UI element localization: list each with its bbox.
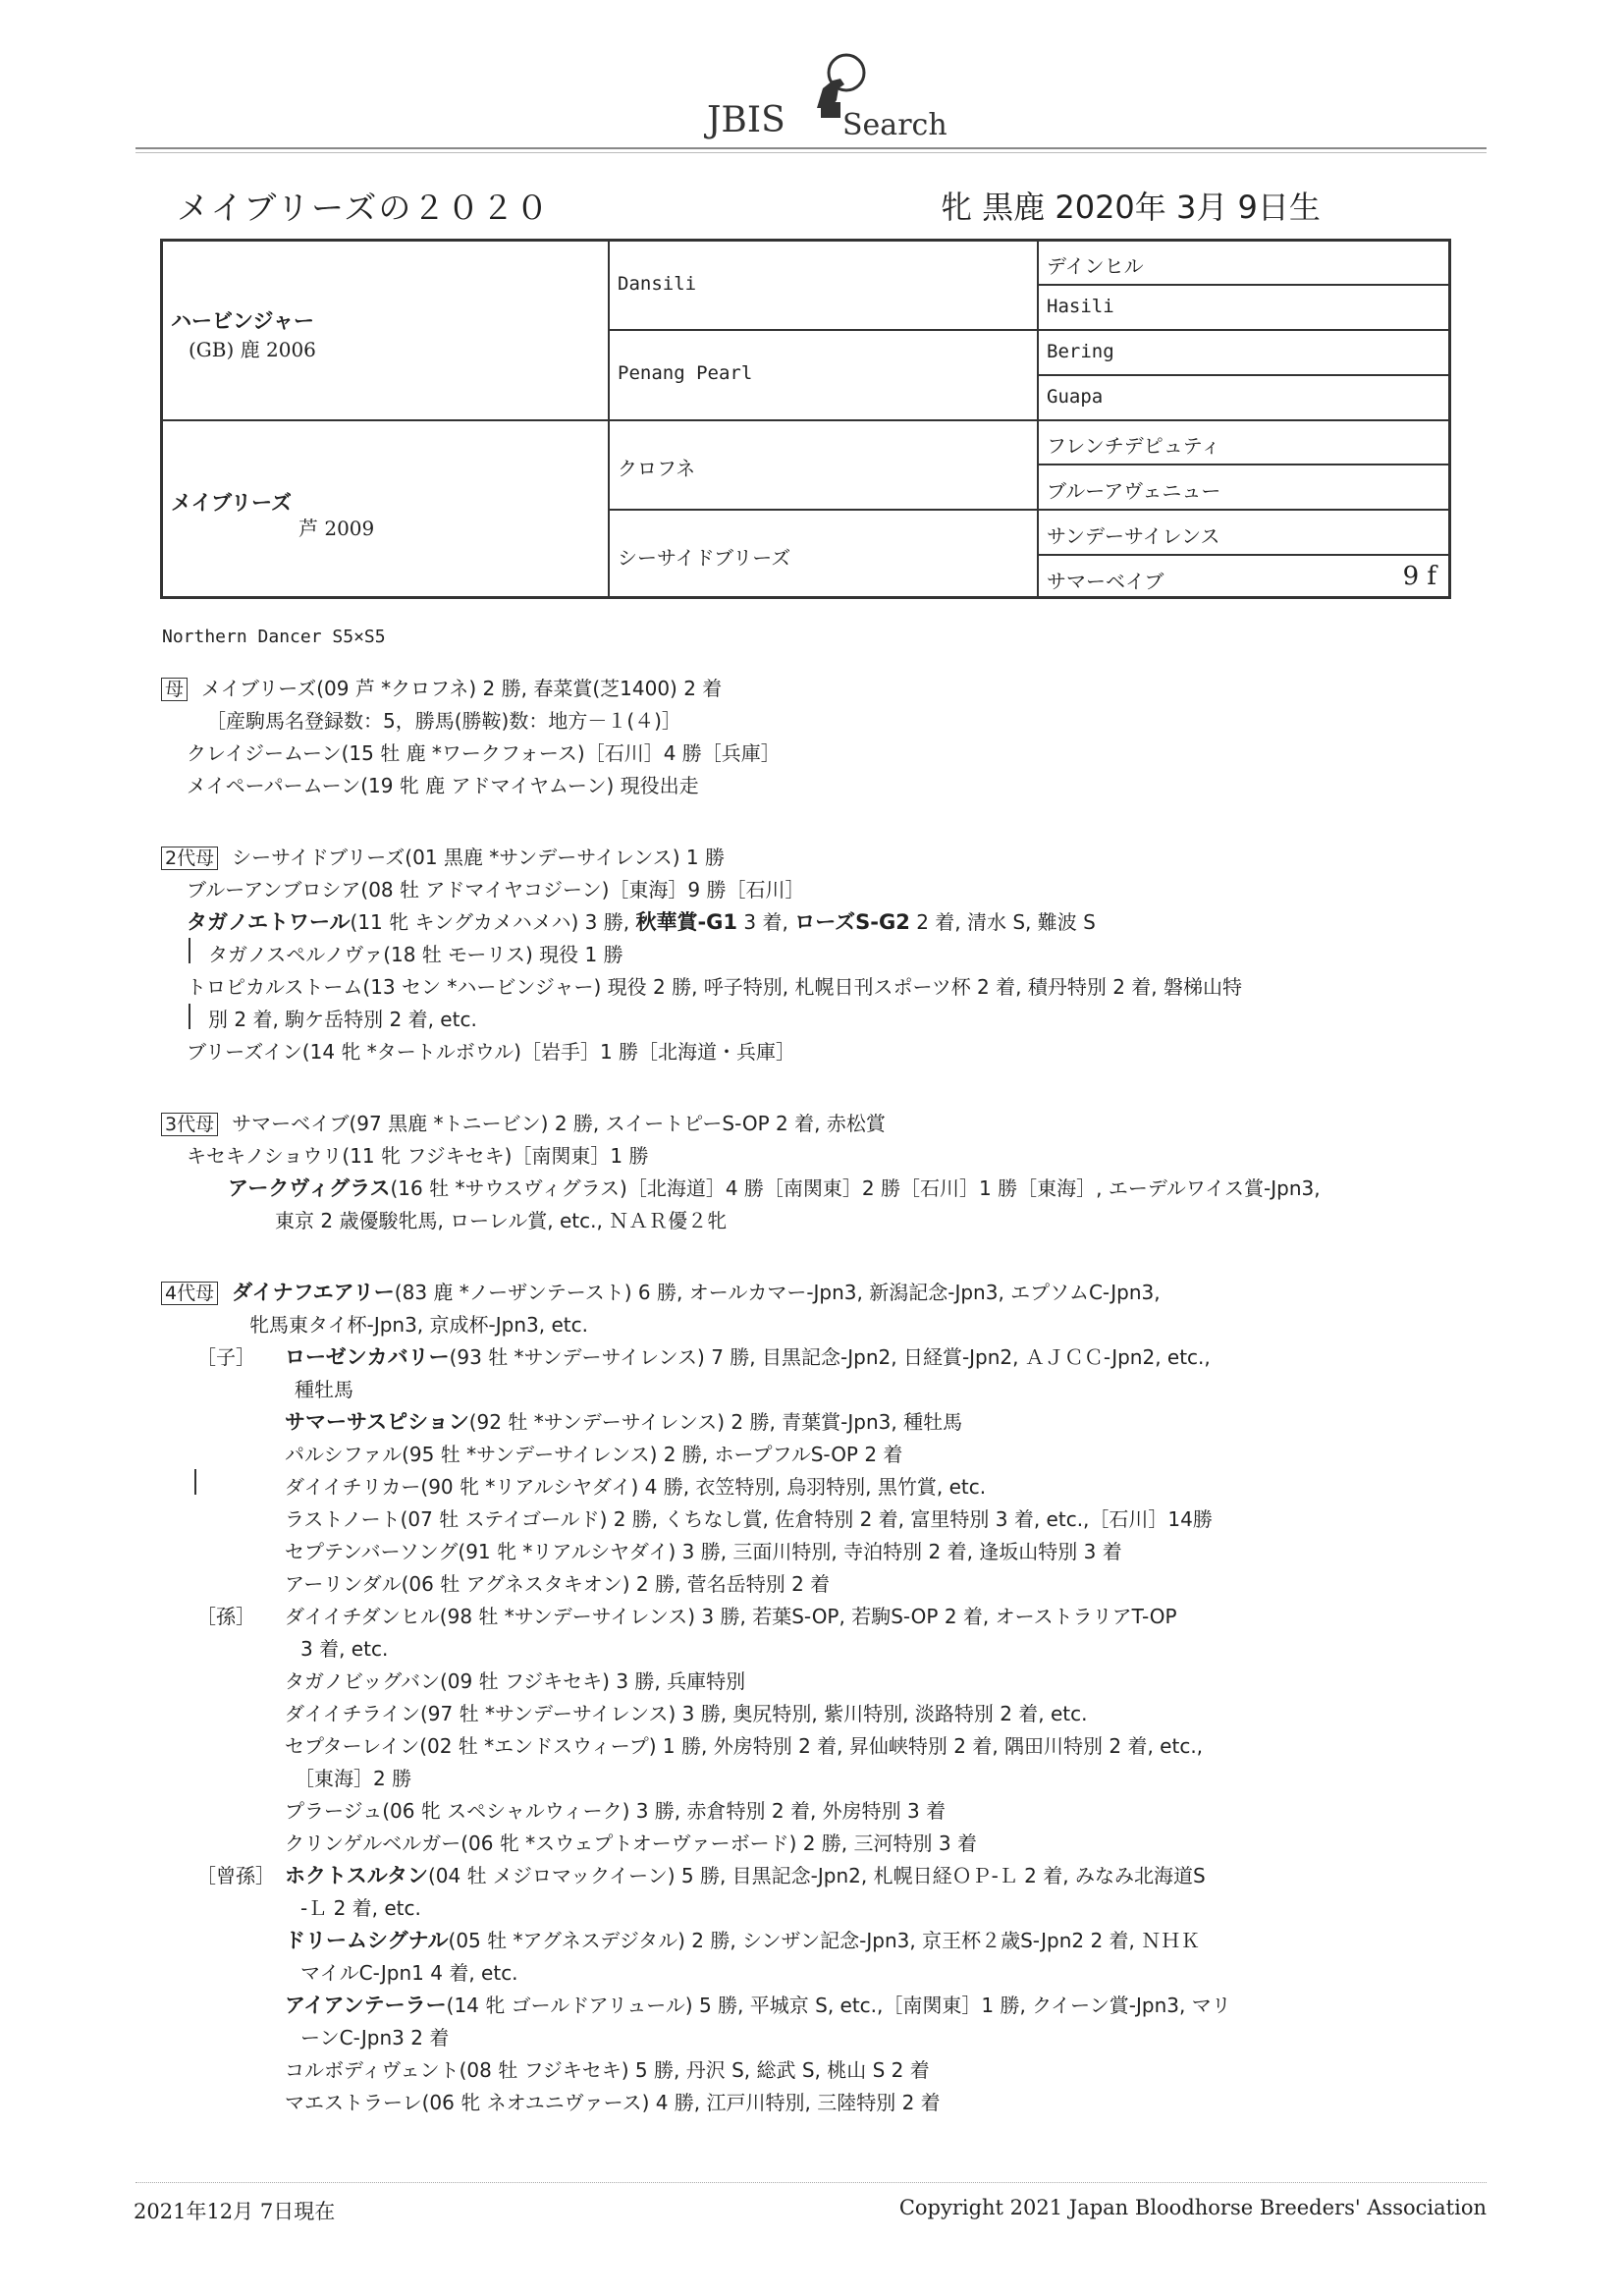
g2-offspring-name: タガノエトワール [187,910,351,934]
g4-greatgrandchild-cont: ーンC-Jpn3 2 着 [300,2026,450,2050]
g4-grandchild: クリンゲルベルガー(06 牝 *スウェプトオーヴァーボード) 2 勝, 三河特別 3 着 [285,1831,977,1855]
g2-offspring-record: 3 着, [737,910,795,934]
lineage-bar [194,1469,196,1495]
as-of-date: 2021年12月 7日現在 [134,2200,336,2223]
g4-child-record: (92 牡 *サンデーサイレンス) 2 勝, 青葉賞-Jpn3, 種牡馬 [468,1410,963,1434]
g4-greatgrandchild: マエストラーレ(06 牝 ネオユニヴァース) 4 勝, 江戸川特別, 三陸特別 2 着 [285,2091,941,2114]
sire-name: ハービンジャー [171,309,315,333]
g4-grandchild-cont: ［東海］2 勝 [295,1767,412,1790]
sire-sire: Dansili [618,273,697,295]
g4-grandchild: ダイイチライン(97 牡 *サンデーサイレンス) 3 勝, 奥尻特別, 紫川特別, 淡路特別 2 着, etc. [285,1702,1088,1725]
g4-grandchild-cont: 3 着, etc. [300,1637,389,1661]
g4-greatgrandchild-record: (14 牝 ゴールドアリュール) 5 勝, 平城京 S, etc.,［南関東］1 勝, クイーン賞-Jpn3, マリ [446,1994,1231,2017]
g2-offspring-cont: 別 2 着, 駒ケ岳特別 2 着, etc. [208,1008,477,1031]
label-child: ［子］ [196,1345,255,1369]
g4-greatgrandchild: コルボディヴェント(08 牡 フジキセキ) 5 勝, 丹沢 S, 総武 S, 桃山 S 2 着 [285,2058,930,2082]
header-rule [135,147,1487,153]
dam-dam: シーサイドブリーズ [618,546,791,570]
inbreeding-note: Northern Dancer S5×S5 [162,627,386,647]
g4-child: アーリンダル(06 牡 アグネスタキオン) 2 勝, 菅名岳特別 2 着 [285,1572,831,1596]
g4-greatgrandchild-name: ホクトスルタン [285,1864,428,1887]
g4-greatgrandchild-name: アイアンテーラー [285,1994,447,2017]
g2-offspring-record: 2 着, 清水 S, 難波 S [909,910,1096,934]
g4-child-record: (93 牡 *サンデーサイレンス) 7 勝, 目黒記念-Jpn2, 日経賞-Jpn2, ＡＪＣＣ-Jpn2, etc., [449,1345,1211,1369]
g2-offspring [187,909,1096,935]
dam-detail: 芦 2009 [298,517,375,540]
ancestor-g3: デインヒル [1047,254,1144,278]
g4-child: セプテンバーソング(91 牝 *リアルシヤダイ) 3 勝, 三面川特別, 寺泊特別 2 着, 逢坂山特別 3 着 [285,1540,1122,1563]
g4-greatgrandchild [285,1863,1206,1888]
ancestor-g3: Guapa [1047,386,1104,408]
g4-greatgrandchild [285,1928,1200,1953]
ancestor-g3: サマーベイブ [1047,570,1164,593]
g4-grandchild: ダイイチダンヒル(98 牡 *サンデーサイレンス) 3 勝, 若葉S-OP, 若駒S-OP 2 着, オーストラリアT-OP [285,1605,1177,1628]
pedigree-divider [1037,284,1448,286]
g4-grandchild: タガノビッグバン(09 牡 フジキセキ) 3 勝, 兵庫特別 [285,1669,746,1693]
jbis-logo [687,90,962,147]
g2-offspring: ブリーズイン(14 牝 *タートルボウル)［岩手］1 勝［北海道・兵庫］ [187,1040,796,1064]
g4-child: ダイイチリカー(90 牝 *リアルシヤダイ) 4 勝, 衣笠特別, 烏羽特別, 黒竹賞, etc. [285,1475,987,1499]
copyright: Copyright 2021 Japan Bloodhorse Breeders' Association [898,2196,1487,2219]
g3-tag: 3代母 [161,1113,218,1136]
g4-section-line [161,1280,1161,1305]
g4-greatgrandchild-cont: マイルC-Jpn1 4 着, etc. [300,1961,518,1985]
footer-rule [135,2182,1487,2183]
family-number: 9 f [1402,562,1436,591]
g2-offspring-race: ローズS-G2 [794,910,910,934]
g3-grandoffspring-name: アークヴィグラス [228,1176,391,1200]
label-greatgrandchild: ［曾孫］ [196,1864,275,1887]
g2-offspring: トロピカルストーム(13 セン *ハービンジャー) 現役 2 勝, 呼子特別, 札幌日刊スポーツ杯 2 着, 積丹特別 2 着, 磐梯山特 [187,975,1243,999]
g4-greatgrandchild [285,1993,1231,2018]
g3-grandoffspring [228,1175,1321,1201]
sire-dam: Penang Pearl [618,362,753,384]
g4-greatgrandchild-cont: -Ｌ 2 着, etc. [300,1896,421,1920]
logo-search-text: Search [842,108,947,142]
g4-child [285,1409,962,1435]
dam-offspring-summary: ［産駒馬名登録数：5，勝馬(勝鞍)数：地方－１(４)］ [206,709,681,733]
g4-greatgrandchild-record: (04 牡 メジロマックイーン) 5 勝, 目黒記念-Jpn2, 札幌日経ＯＰ-Ｌ 2 着, みなみ北海道S [427,1864,1206,1887]
ancestor-g3: フレンチデピュティ [1047,434,1221,458]
dam-name-text: メイブリーズ [201,677,317,700]
lineage-bar [189,938,190,963]
g4-grandchild: セプターレイン(02 牡 *エンドスウィープ) 1 勝, 外房特別 2 着, 昇仙峡特別 2 着, 隅田川特別 2 着, etc., [285,1734,1204,1758]
g3-section-line [161,1111,886,1136]
g3-offspring: キセキノショウリ(11 牝 フジキセキ)［南関東］1 勝 [187,1144,649,1168]
g2-offspring: ブルーアンブロシア(08 牡 アドマイヤコジーン)［東海］9 勝［石川］ [187,878,805,902]
pedigree-divider [608,509,1448,511]
g4-child-name: ローゼンカバリー [285,1345,450,1369]
g4-grandchild: プラージュ(06 牝 スペシャルウィーク) 3 勝, 赤倉特別 2 着, 外房特別 3 着 [285,1799,947,1823]
lineage-bar [189,1004,190,1029]
dam-tag: 母 [161,678,188,701]
g2-offspring-record: (11 牝 キングカメハメハ) 3 勝, [350,910,636,934]
sex-color-birthdate: 牝 黒鹿 2020年 3月 9日生 [941,189,1321,226]
g3-record: サマーベイブ(97 黒鹿 *トニービン) 2 勝, スイートピーS-OP 2 着, 赤松賞 [232,1112,886,1135]
pedigree-divider [608,329,1448,331]
g4-child: パルシファル(95 牡 *サンデーサイレンス) 2 勝, ホープフルS-OP 2 着 [285,1443,903,1466]
pedigree-divider [1037,464,1448,465]
g4-record-cont: 牝馬東タイ杯-Jpn3, 京成杯-Jpn3, etc. [249,1313,588,1337]
g4-child-cont: 種牡馬 [295,1378,353,1401]
ancestor-g3: サンデーサイレンス [1047,524,1220,548]
ancestor-g3: ブルーアヴェニュー [1047,479,1221,503]
g4-record: (83 鹿 *ノーザンテースト) 6 勝, オールカマー-Jpn3, 新潟記念-Jpn3, エプソムC-Jpn3, [394,1281,1161,1304]
ancestor-g3: Bering [1047,341,1114,362]
g4-greatgrandchild-record: (05 牡 *アグネスデジタル) 2 勝, シンザン記念-Jpn3, 京王杯２歳S-Jpn2 2 着, ＮＨＫ [448,1929,1201,1952]
sire-detail: (GB) 鹿 2006 [189,338,316,361]
pedigree-table [160,239,1451,599]
g4-tag: 4代母 [161,1282,218,1305]
label-grandchild: ［孫］ [196,1605,255,1628]
dam-name: メイブリーズ [171,491,293,515]
dam-record: (09 芦 *クロフネ) 2 勝, 春菜賞(芝1400) 2 着 [316,677,723,700]
g2-record: シーサイドブリーズ(01 黒鹿 *サンデーサイレンス) 1 勝 [232,846,726,869]
g3-grandoffspring-record: (16 牡 *サウスヴィグラス)［北海道］4 勝［南関東］2 勝［石川］1 勝［東海］, エーデルワイス賞-Jpn3, [390,1176,1321,1200]
g4-child-name: サマーサスピション [285,1410,469,1434]
ancestor-g3: Hasili [1047,296,1114,317]
g2-tag: 2代母 [161,847,218,870]
g4-greatgrandchild-name: ドリームシグナル [285,1929,449,1952]
pedigree-divider [163,419,1448,421]
g2-grandoffspring: タガノスペルノヴァ(18 牡 モーリス) 現役 1 勝 [208,943,623,966]
g3-grandoffspring-cont: 東京 2 歳優駿牝馬, ローレル賞, etc., ＮＡＲ優２牝 [275,1209,728,1232]
g4-child: ラストノート(07 牡 ステイゴールド) 2 勝, くちなし賞, 佐倉特別 2 着, 富里特別 3 着, etc.,［石川］14勝 [285,1507,1213,1531]
pedigree-divider [1037,554,1448,556]
pedigree-divider [1037,374,1448,376]
dam-offspring: クレイジームーン(15 牡 鹿 *ワークフォース)［石川］4 勝［兵庫］ [187,741,781,765]
g4-child [285,1344,1211,1370]
g4-name: ダイナフエアリー [232,1281,395,1304]
dam-section-line [161,676,722,701]
dam-offspring: メイペーパームーン(19 牝 鹿 アドマイヤムーン) 現役出走 [187,774,699,797]
logo-jbis-text: JBIS [707,100,785,140]
horse-name: メイブリーズの２０２０ [177,189,551,227]
g2-offspring-race: 秋華賞-G1 [635,910,738,934]
g2-section-line [161,845,725,870]
dam-sire: クロフネ [618,457,696,480]
